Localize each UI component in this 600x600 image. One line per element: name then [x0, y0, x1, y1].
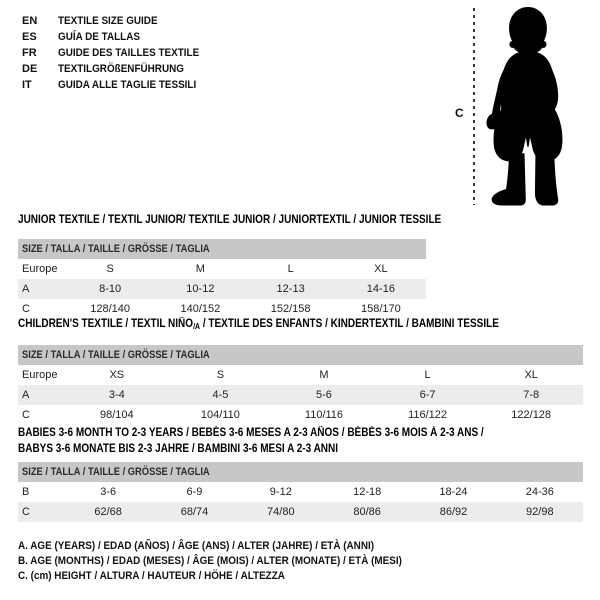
language-title: GUIDA ALLE TAGLIE TESSILI	[58, 79, 197, 91]
row-label: C	[22, 303, 30, 315]
cell: M	[319, 369, 329, 381]
table-row-months	[18, 482, 583, 502]
cell: 152/158	[270, 303, 311, 315]
toddler-silhouette-icon	[484, 6, 564, 207]
cell: 122/128	[511, 409, 552, 421]
size-header-bar	[18, 239, 426, 259]
language-title: TEXTILE SIZE GUIDE	[58, 15, 158, 27]
babies-size-table	[18, 462, 583, 522]
title-post: / TEXTILE DES ENFANTS / KINDERTEXTIL / BAMBINI TESSILE	[200, 318, 499, 330]
cell: 18-24	[439, 486, 468, 498]
cell: 62/68	[94, 506, 122, 518]
size-header-bar	[18, 462, 583, 482]
size-header-label: SIZE / TALLA / TAILLE / GRÖSSE / TAGLIA	[22, 243, 210, 255]
language-title: TEXTILGRÖßENFÜHRUNG	[58, 63, 184, 75]
cell: 74/80	[267, 506, 295, 518]
row-label: C	[22, 506, 30, 518]
language-code: IT	[22, 79, 32, 91]
row-label: A	[22, 283, 30, 295]
babies-section-title-text2: BABYS 3-6 MONATE BIS 2-3 JAHRE / BAMBINI 3-6 MESI A 2-3 ANNI	[18, 443, 339, 455]
table-row-age	[18, 279, 426, 299]
title-pre: CHILDREN'S TEXTILE / TEXTIL NIÑO	[18, 318, 194, 330]
language-row	[22, 29, 215, 45]
cell: L	[287, 263, 294, 275]
cell: 6-9	[186, 486, 203, 498]
title-subscript: /A	[193, 322, 201, 331]
row-label: Europe	[22, 263, 58, 275]
row-label: B	[22, 486, 30, 498]
cell: XS	[109, 369, 125, 381]
table-row-height	[18, 405, 583, 425]
cell: L	[424, 369, 431, 381]
legend-line-b	[18, 554, 445, 569]
cell: M	[195, 263, 205, 275]
junior-size-table	[18, 239, 426, 319]
babies-section-title-text1: BABIES 3-6 MONTH TO 2-3 YEARS / BEBÉS 3-6 MESES A 2-3 AÑOS / BÉBÉS 3-6 MOIS À 2-3 ANS /	[18, 427, 484, 439]
size-header-label: SIZE / TALLA / TAILLE / GRÖSSE / TAGLIA	[22, 466, 210, 478]
cell: 92/98	[526, 506, 554, 518]
legend-line-a	[18, 539, 445, 554]
height-measure-dashed-line	[473, 8, 475, 205]
children-section-title-text	[18, 318, 499, 333]
babies-section-title-line2	[18, 443, 386, 456]
language-row	[22, 13, 215, 29]
cell: 110/116	[304, 409, 344, 421]
language-code: FR	[22, 47, 37, 59]
cell: 3-6	[100, 486, 117, 498]
language-row	[22, 61, 215, 77]
cell: 116/122	[408, 409, 448, 421]
cell: 86/92	[439, 506, 468, 518]
table-row-height	[18, 299, 426, 319]
language-code: EN	[22, 15, 38, 27]
table-row-europe	[18, 365, 583, 385]
children-section-title	[18, 318, 571, 333]
cell: XL	[374, 263, 388, 275]
row-label: Europe	[22, 369, 58, 381]
legend-line-c	[18, 569, 445, 584]
cell: 12-13	[276, 283, 305, 295]
language-title: GUIDE DES TAILLES TEXTILE	[58, 47, 200, 59]
cell: S	[216, 369, 225, 381]
cell: 158/170	[360, 303, 401, 315]
language-row	[22, 45, 215, 61]
cell: 80/86	[353, 506, 381, 518]
measure-legend	[18, 539, 445, 584]
cell: 5-6	[316, 389, 332, 401]
legend-text-a: A. AGE (YEARS) / EDAD (AÑOS) / ÂGE (ANS) / ALTER (JAHRE) / ETÀ (ANNI)	[18, 540, 375, 552]
row-label: A	[22, 389, 30, 401]
language-title-list	[22, 13, 215, 93]
table-row-age	[18, 385, 583, 405]
language-code: ES	[22, 31, 37, 43]
cell: 4-5	[212, 389, 229, 401]
height-measure-label: C	[455, 106, 464, 120]
junior-section-title-text: JUNIOR TEXTILE / TEXTIL JUNIOR/ TEXTILE JUNIOR / JUNIORTEXTIL / JUNIOR TESSILE	[18, 214, 442, 226]
language-row	[22, 77, 215, 93]
cell: XL	[524, 369, 538, 381]
cell: 3-4	[108, 389, 125, 401]
size-header-bar	[18, 345, 583, 365]
junior-section-title	[18, 214, 504, 227]
cell: 128/140	[90, 303, 130, 315]
table-row-height	[18, 502, 583, 522]
cell: S	[106, 263, 114, 275]
cell: 12-18	[353, 486, 382, 498]
row-label: C	[22, 409, 30, 421]
cell: 6-7	[419, 389, 436, 401]
cell: 24-36	[525, 486, 554, 498]
cell: 98/104	[99, 409, 134, 421]
babies-section-title-line1	[18, 427, 553, 440]
cell: 10-12	[186, 283, 215, 295]
language-title: GUÍA DE TALLAS	[58, 31, 140, 43]
table-row-europe	[18, 259, 426, 279]
legend-text-c: C. (cm) HEIGHT / ALTURA / HAUTEUR / HÖHE / ALTEZZA	[18, 570, 285, 582]
language-code: DE	[22, 63, 38, 75]
cell: 140/152	[180, 303, 221, 315]
cell: 14-16	[366, 283, 395, 295]
cell: 68/74	[180, 506, 209, 518]
cell: 8-10	[99, 283, 122, 295]
children-size-table	[18, 345, 583, 425]
legend-text-b: B. AGE (MONTHS) / EDAD (MESES) / ÂGE (MOIS) / ALTER (MONATE) / ETÀ (MESI)	[18, 555, 402, 567]
cell: 7-8	[523, 389, 540, 401]
size-header-label: SIZE / TALLA / TAILLE / GRÖSSE / TAGLIA	[22, 349, 210, 361]
cell: 104/110	[200, 409, 240, 421]
cell: 9-12	[269, 486, 292, 498]
